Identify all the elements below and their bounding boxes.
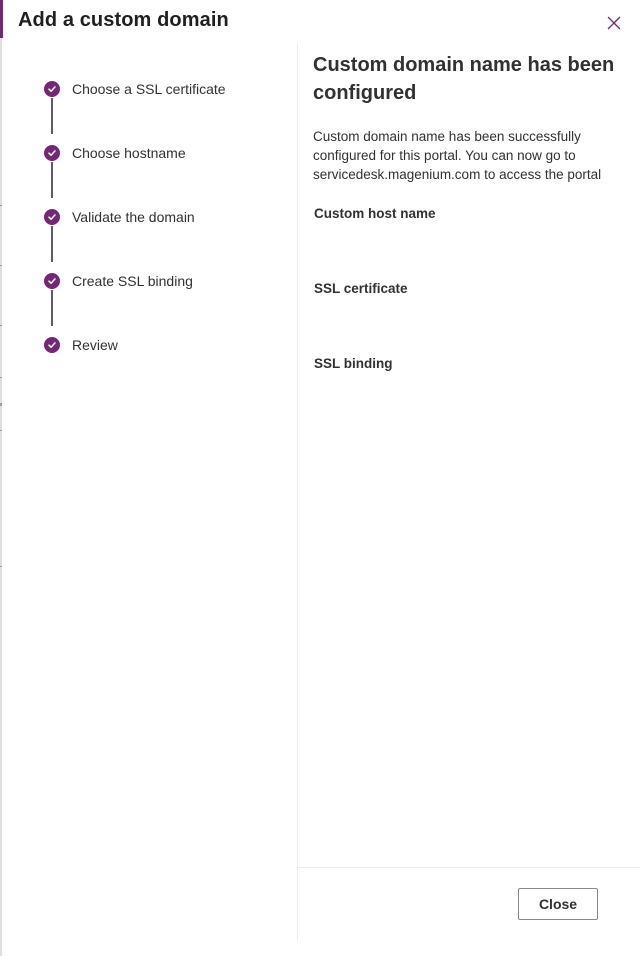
background-edge-tick bbox=[0, 265, 2, 266]
step-connector bbox=[51, 98, 53, 134]
close-button[interactable]: Close bbox=[518, 888, 598, 920]
background-edge-tick bbox=[0, 403, 2, 406]
step-choose-ssl-certificate[interactable] bbox=[44, 80, 226, 98]
close-dialog-button[interactable] bbox=[601, 10, 627, 36]
background-edge-tick bbox=[0, 377, 2, 378]
accent-bar bbox=[0, 0, 3, 38]
background-page-edge bbox=[0, 0, 2, 956]
background-edge-tick bbox=[0, 566, 2, 567]
step-connector bbox=[51, 162, 53, 198]
background-edge-tick bbox=[0, 430, 2, 431]
step-connector bbox=[51, 290, 53, 326]
close-icon bbox=[607, 16, 621, 30]
dialog-title: Add a custom domain bbox=[18, 9, 229, 31]
step-choose-hostname[interactable] bbox=[44, 144, 186, 162]
background-edge-tick bbox=[0, 205, 2, 206]
content-description: Custom domain name has been successfully configured for this portal. You can now go to servicedesk.magenium.com to access the portal bbox=[313, 129, 602, 182]
step-review[interactable] bbox=[44, 336, 118, 354]
step-label: Choose hostname bbox=[72, 145, 186, 161]
step-validate-domain[interactable] bbox=[44, 208, 195, 226]
background-edge-tick bbox=[0, 325, 2, 326]
check-circle-icon bbox=[44, 209, 60, 225]
step-create-ssl-binding[interactable] bbox=[44, 272, 193, 290]
ssl-certificate-label: SSL certificate bbox=[314, 281, 408, 296]
custom-host-name-label: Custom host name bbox=[314, 206, 436, 221]
ssl-binding-label: SSL binding bbox=[314, 356, 393, 371]
step-label: Create SSL binding bbox=[72, 273, 193, 289]
step-label: Validate the domain bbox=[72, 209, 195, 225]
step-label: Choose a SSL certificate bbox=[72, 81, 226, 97]
step-label: Review bbox=[72, 337, 118, 353]
check-circle-icon bbox=[44, 337, 60, 353]
content-title: Custom domain name has been configured bbox=[313, 54, 615, 104]
pane-divider bbox=[297, 44, 298, 940]
check-circle-icon bbox=[44, 273, 60, 289]
footer-divider bbox=[298, 867, 640, 868]
check-circle-icon bbox=[44, 81, 60, 97]
check-circle-icon bbox=[44, 145, 60, 161]
step-connector bbox=[51, 226, 53, 262]
